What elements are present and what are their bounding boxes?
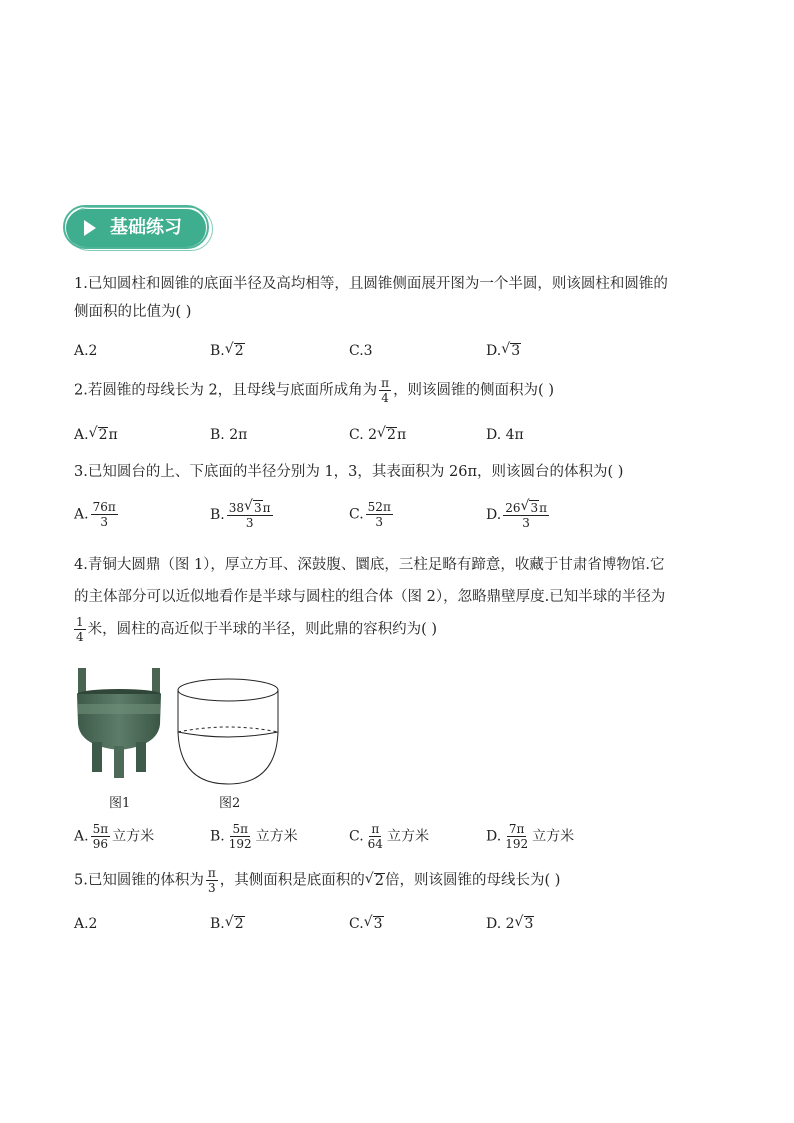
- fraction: [227, 500, 273, 530]
- figure-2-label: 图2: [219, 796, 241, 811]
- sqrt-symbol: √ 2: [234, 343, 245, 358]
- equator-front: [178, 732, 278, 737]
- question-4-text-c: 米，圆柱的高近似于半球的半径，则此鼎的容积约为( ): [87, 621, 438, 638]
- question-5: [74, 866, 734, 895]
- q1-option-d-label: D.: [486, 343, 502, 359]
- q5-option-d[interactable]: [486, 916, 534, 932]
- figure-1-label: 图1: [109, 796, 131, 811]
- ding-band: [78, 704, 160, 714]
- frac-num: [503, 500, 549, 516]
- frac-den: 3: [100, 515, 108, 529]
- q5-option-b-label: B.: [210, 916, 225, 932]
- sqrt-symbol: √ 3: [373, 916, 384, 931]
- frac-den: 96: [92, 837, 108, 851]
- frac-num-coef: 38: [228, 501, 245, 515]
- q1-option-b-label: B.: [210, 343, 225, 359]
- q1-option-b[interactable]: [210, 343, 245, 359]
- q4-option-b[interactable]: [210, 822, 298, 851]
- q3-option-c[interactable]: [349, 500, 395, 529]
- question-4-line1: 4.青铜大圆鼎（图 1），厚立方耳、深鼓腹、圜底，三柱足略有蹄意，收藏于甘肃省博物馆.它: [74, 557, 665, 573]
- fraction: [91, 822, 111, 851]
- fraction: [503, 500, 549, 530]
- q4-option-c-unit: 立方米: [386, 828, 429, 845]
- ding-leg: [114, 746, 124, 778]
- q2-option-c[interactable]: [349, 427, 406, 443]
- fraction: [366, 822, 385, 851]
- q2-option-a-label: A.: [74, 427, 89, 443]
- q4-option-d-label: D.: [486, 828, 502, 845]
- q4-option-a-label: A.: [74, 828, 89, 845]
- frac-num: 76π: [92, 500, 116, 514]
- frac-num: π: [207, 866, 216, 880]
- frac-num: π: [371, 822, 380, 836]
- q3-option-c-label: C.: [349, 506, 364, 523]
- hemisphere-outline: [178, 732, 278, 784]
- q5-option-b[interactable]: [210, 916, 245, 932]
- ding-leg: [136, 742, 146, 772]
- q4-option-a[interactable]: [74, 822, 154, 851]
- sqrt-symbol: √ 2: [374, 873, 385, 888]
- question-2-text-b: ，则该圆锥的侧面积为( ): [393, 382, 554, 399]
- frac-den: 4: [381, 391, 389, 405]
- frac-num-pi: π: [262, 501, 271, 515]
- q5-option-c[interactable]: [349, 916, 384, 932]
- question-1-line2: 侧面积的比值为( ): [74, 304, 192, 320]
- q3-option-d-label: D.: [486, 507, 502, 523]
- frac-den: 3: [245, 516, 254, 530]
- question-5-text-b: ，其侧面积是底面积的: [219, 872, 365, 889]
- q1-option-c[interactable]: C.3: [349, 343, 373, 359]
- question-4: [74, 551, 734, 644]
- frac-num: 52π: [367, 500, 391, 514]
- frac-den: 4: [76, 630, 84, 644]
- question-3: [74, 458, 734, 486]
- fraction: [366, 500, 393, 529]
- q2-option-d[interactable]: D. 4π: [486, 427, 524, 443]
- fraction: [227, 822, 254, 851]
- question-2-text-a: 2.若圆锥的母线长为 2，且母线与底面所成角为: [74, 382, 378, 399]
- frac-num: [227, 500, 273, 516]
- q2-option-c-label: C. 2: [349, 427, 378, 443]
- q1-option-d[interactable]: [486, 343, 521, 359]
- frac-num: 5π: [232, 822, 248, 836]
- frac-den: 192: [505, 837, 529, 851]
- q3-option-b[interactable]: [210, 500, 275, 530]
- q5-option-a[interactable]: A.2: [74, 916, 98, 932]
- ding-leg: [92, 742, 102, 772]
- frac-num: 7π: [508, 822, 525, 836]
- q2-option-a[interactable]: [74, 427, 118, 443]
- frac-den: 192: [228, 837, 252, 851]
- section-badge: [66, 209, 206, 247]
- q4-option-d-unit: 立方米: [532, 828, 575, 845]
- fraction: [74, 615, 86, 644]
- q3-option-d[interactable]: [486, 500, 551, 530]
- q4-option-c-label: C.: [349, 828, 364, 845]
- question-5-text-a: 5.已知圆锥的体积为: [74, 872, 204, 889]
- cylinder-top-ellipse: [178, 679, 278, 701]
- fraction: [503, 822, 530, 851]
- hemisphere-cylinder-diagram: [174, 676, 282, 788]
- question-4-line3: [74, 615, 734, 644]
- sqrt-symbol: √ 3: [524, 916, 535, 931]
- fraction: [206, 866, 218, 895]
- frac-num-pi: π: [539, 501, 547, 515]
- question-4-line2: 的主体部分可以近似地看作是半球与圆柱的组合体（图 2），忽略鼎壁厚度.已知半球的半径为: [74, 589, 666, 605]
- fraction: [91, 500, 118, 529]
- q4-option-d[interactable]: [486, 822, 574, 851]
- q2-option-a-suffix: π: [108, 427, 118, 443]
- sqrt-symbol: √ 2: [98, 427, 109, 442]
- question-5-text-c: 倍，则该圆锥的母线长为( ): [384, 872, 561, 889]
- q2-option-b[interactable]: B. 2π: [210, 427, 248, 443]
- play-icon: [84, 220, 96, 236]
- question-1: [74, 270, 734, 326]
- q2-option-c-suffix: π: [396, 427, 407, 443]
- section-header: [63, 205, 213, 253]
- q5-option-d-label: D. 2: [486, 916, 515, 932]
- q4-option-b-label: B.: [210, 828, 225, 845]
- q3-option-a[interactable]: [74, 500, 120, 529]
- q4-option-a-unit: 立方米: [112, 828, 155, 845]
- question-2: [74, 376, 734, 405]
- q4-option-c[interactable]: [349, 822, 429, 851]
- sqrt-symbol: √ 2: [386, 427, 397, 442]
- sqrt-symbol: √ 3: [253, 500, 263, 515]
- frac-den: 3: [375, 515, 384, 529]
- frac-num: 1: [76, 615, 84, 629]
- q5-option-c-label: C.: [349, 916, 364, 932]
- question-3-text: 3.已知圆台的上、下底面的半径分别为 1，3，其表面积为 26π，则该圆台的体积为( ): [74, 464, 624, 480]
- section-title: 基础练习: [110, 217, 182, 238]
- sqrt-symbol: √ 3: [529, 500, 539, 515]
- ding-body: [77, 694, 161, 750]
- question-1-line1: 1.已知圆柱和圆锥的底面半径及高均相等，且圆锥侧面展开图为一个半圆，则该圆柱和圆锥的: [74, 276, 668, 292]
- frac-den: 3: [207, 881, 216, 895]
- q1-option-a[interactable]: A.2: [74, 343, 98, 359]
- sqrt-symbol: √ 3: [510, 343, 521, 358]
- frac-num: 5π: [92, 822, 109, 836]
- frac-den: 3: [522, 516, 530, 530]
- q4-option-b-unit: 立方米: [255, 828, 298, 845]
- frac-num-coef: 26: [505, 501, 521, 515]
- frac-den: 64: [367, 837, 383, 851]
- q3-option-a-label: A.: [74, 506, 89, 523]
- bronze-ding-image: [72, 664, 168, 784]
- hidden-edge: [178, 727, 278, 732]
- frac-num: π: [381, 376, 390, 390]
- q3-option-b-label: B.: [210, 507, 225, 523]
- fraction: [379, 376, 391, 405]
- sqrt-symbol: √ 2: [234, 916, 245, 931]
